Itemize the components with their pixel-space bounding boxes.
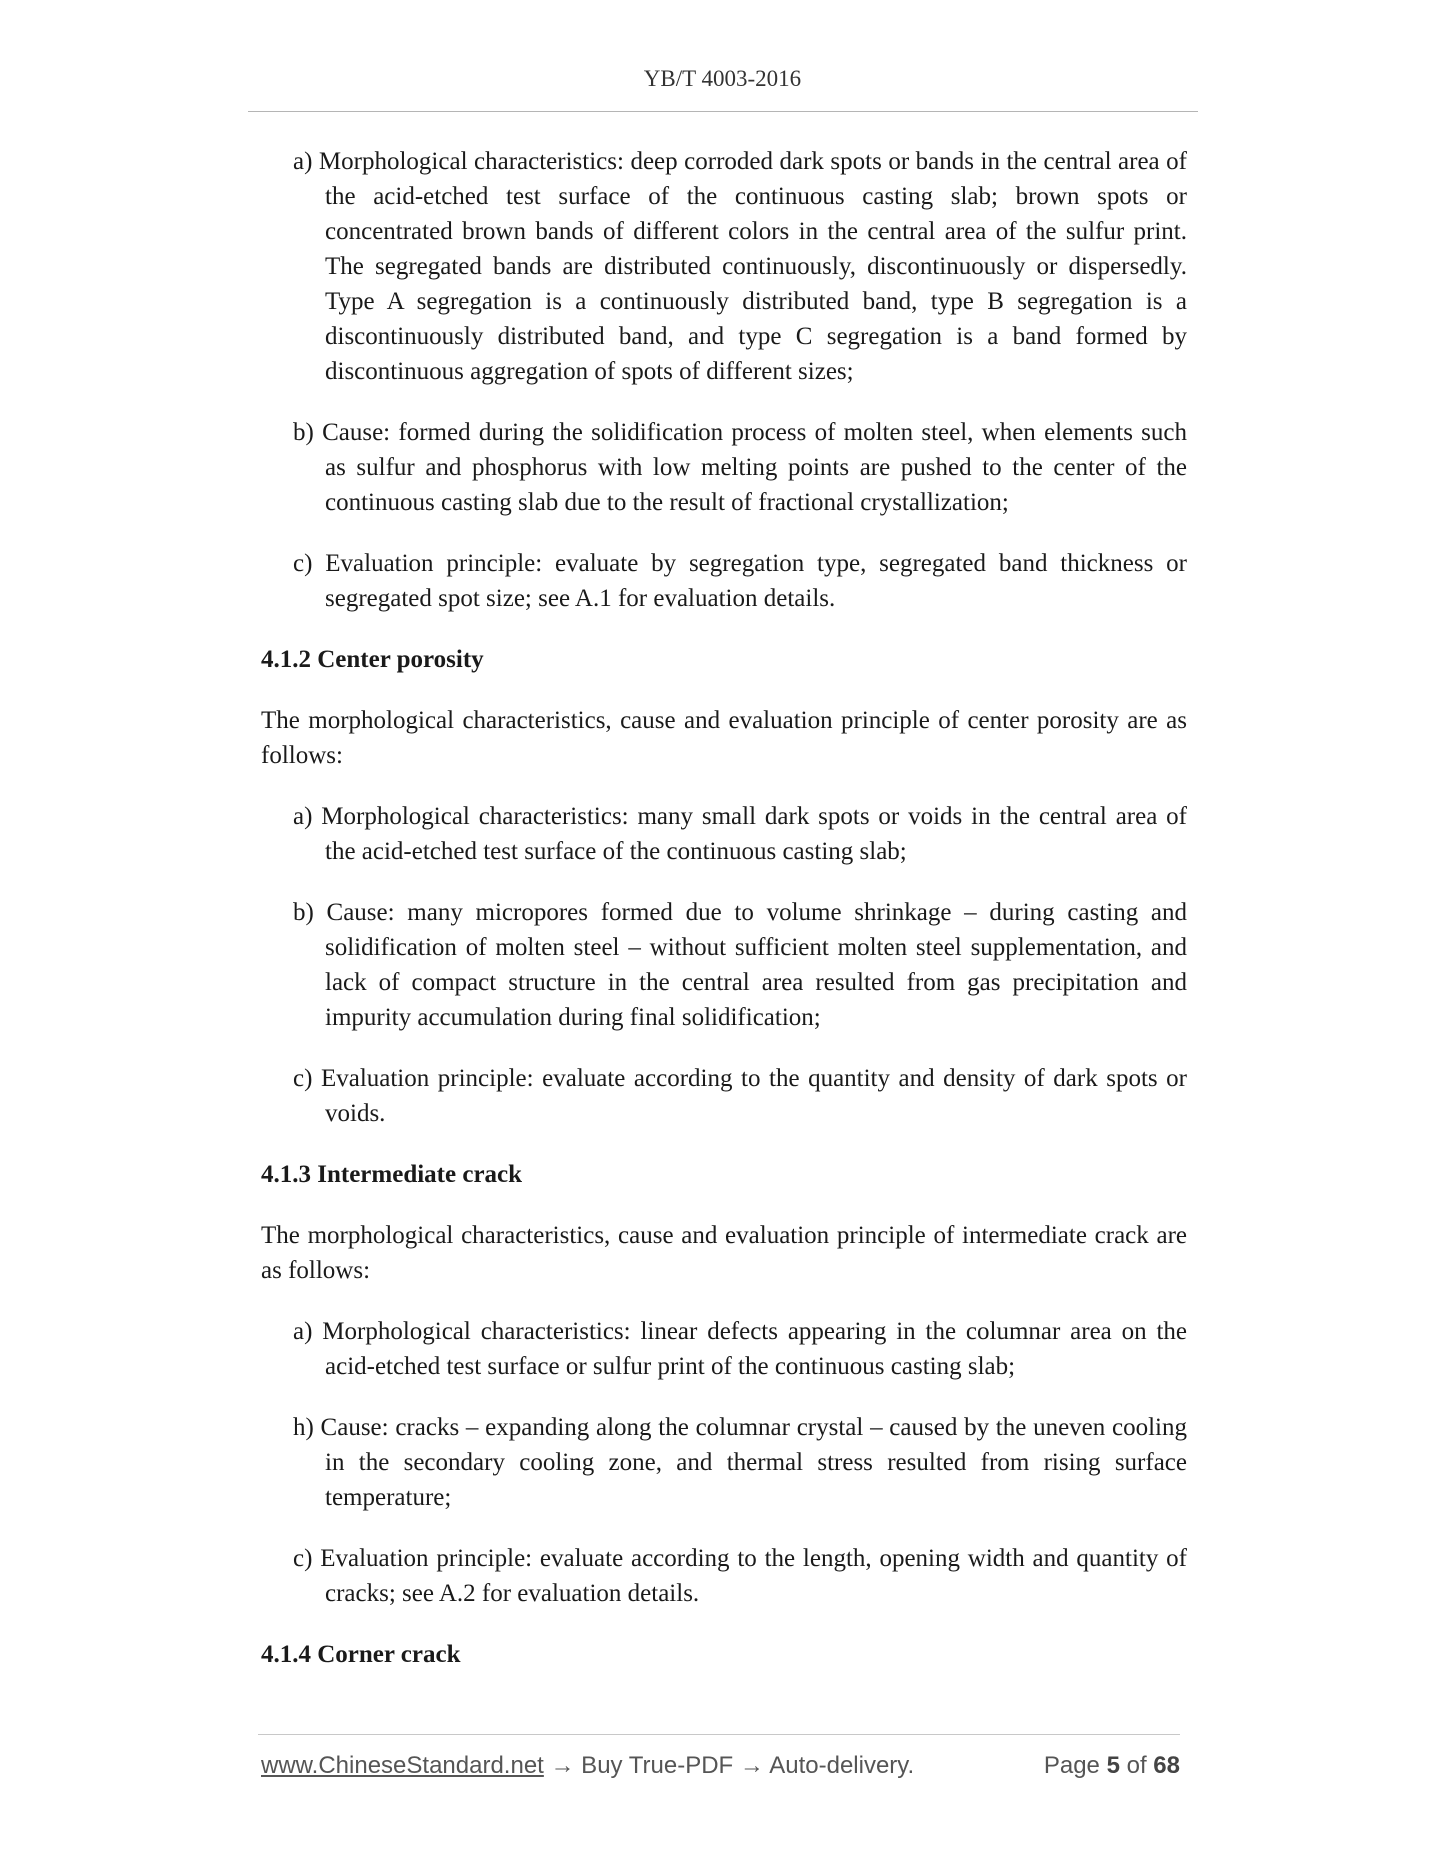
list-item: c) Evaluation principle: evaluate according to the quantity and density of dark spots or voids. (293, 1065, 1187, 1127)
section-intro: The morphological characteristics, cause and evaluation principle of intermediate crack are as follows: (261, 1222, 1187, 1284)
list-item: h) Cause: cracks – expanding along the columnar crystal – caused by the uneven cooling in the secondary cooling zone, and thermal stress resulted from rising surface temperature; (293, 1414, 1187, 1511)
list-item: c) Evaluation principle: evaluate by segregation type, segregated band thickness or segregated spot size; see A.1 for evaluation details. (293, 550, 1187, 612)
of-label: of (1126, 1752, 1147, 1779)
list-item: b) Cause: formed during the solidification process of molten steel, when elements such as sulfur and phosphorus with low melting points are pushed to the center of the continuous casting slab due to the result of fractional crystallization; (293, 419, 1187, 516)
list-item: c) Evaluation principle: evaluate according to the length, opening width and quantity of cracks; see A.2 for evaluation details. (293, 1545, 1187, 1607)
list-item: b) Cause: many micropores formed due to volume shrinkage – during casting and solidification of molten steel – without sufficient molten steel supplementation, and lack of compact structure in the central area resulted from gas precipitation and impurity accumulation during final solidification; (293, 899, 1187, 1031)
document-code: YB/T 4003-2016 (643, 66, 802, 91)
total-pages: 68 (1153, 1752, 1180, 1779)
page-indicator (1044, 1752, 1180, 1780)
header-divider (248, 111, 1198, 112)
page-content (261, 144, 1187, 1698)
list-item: a) Morphological characteristics: deep corroded dark spots or bands in the central area of the acid-etched test surface of the continuous casting slab; brown spots or concentrated brown bands of different colors in the central area of the sulfur print. The segregated bands are distributed continuously, discontinuously or dispersedly. Type A segregation is a continuously distributed band, type B segregation is a discontinuously distributed band, and type C segregation is a band formed by discontinuous aggregation of spots of different sizes; (293, 148, 1187, 385)
promo-text: → Buy True-PDF → Auto-delivery. (543, 1752, 915, 1779)
section-heading-center-porosity: 4.1.2 Center porosity (261, 646, 484, 673)
section-intro: The morphological characteristics, cause and evaluation principle of center porosity are as follows: (261, 707, 1187, 769)
footer (261, 1752, 1180, 1780)
page-number: 5 (1106, 1752, 1120, 1779)
list-item: a) Morphological characteristics: many small dark spots or voids in the central area of the acid-etched test surface of the continuous casting slab; (293, 803, 1187, 865)
footer-divider (258, 1734, 1180, 1735)
page-label: Page (1043, 1752, 1100, 1779)
list-item: a) Morphological characteristics: linear defects appearing in the columnar area on the acid-etched test surface or sulfur print of the continuous casting slab; (293, 1318, 1187, 1380)
section-heading-intermediate-crack: 4.1.3 Intermediate crack (261, 1161, 523, 1188)
section-heading-corner-crack: 4.1.4 Corner crack (261, 1641, 461, 1668)
site-link[interactable]: www.ChineseStandard.net (261, 1752, 544, 1779)
